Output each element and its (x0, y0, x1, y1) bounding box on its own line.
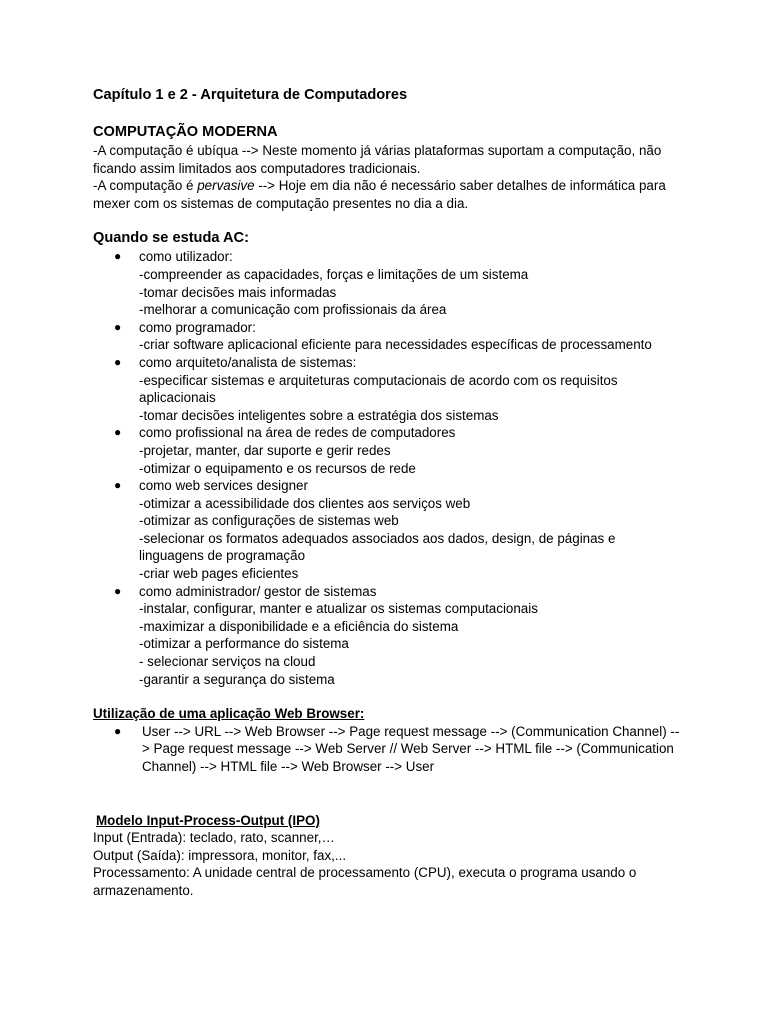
spacer (93, 212, 683, 229)
ipo-output-line: Output (Saída): impressora, monitor, fax,... (93, 847, 347, 863)
section-heading-browser: Utilização de uma aplicação Web Browser: (93, 706, 365, 722)
ac-item-label: como administrador/ gestor de sistemas (139, 583, 377, 599)
ac-item-detail: -tomar decisões inteligentes sobre a estratégia dos sistemas (139, 407, 499, 423)
list-item (93, 319, 683, 354)
ac-item-label: como web services designer (139, 478, 308, 494)
ac-item-detail: - selecionar serviços na cloud (139, 654, 316, 670)
bullet-icon: ● (114, 478, 122, 493)
spacer (93, 776, 683, 812)
ac-item-detail: -instalar, configurar, manter e atualizar os sistemas computacionais (139, 601, 538, 617)
list-item (93, 248, 683, 318)
bullet-icon: ● (114, 354, 122, 369)
ac-item-detail: -compreender as capacidades, forças e limitações de um sistema (139, 266, 529, 282)
ac-item-detail: -otimizar a acessibilidade dos clientes aos serviços web (139, 495, 471, 511)
ipo-input-line: Input (Entrada): teclado, rato, scanner,… (93, 830, 335, 846)
chapter-title: Capítulo 1 e 2 - Arquitetura de Computadores (93, 87, 408, 103)
ac-item-detail: -otimizar o equipamento e os recursos de rede (139, 460, 416, 476)
list-item (93, 424, 683, 477)
ac-item-detail: -criar software aplicacional eficiente para necessidades específicas de processamento (139, 337, 652, 353)
list-item (93, 477, 683, 583)
ac-item-detail: -projetar, manter, dar suporte e gerir redes (139, 442, 391, 458)
ipo-process-line: Processamento: A unidade central de processamento (CPU), executa o programa usando o armazenamento. (93, 865, 637, 898)
bullet-icon: ● (114, 319, 122, 334)
modern-paragraph-1: -A computação é ubíqua --> Neste momento já várias plataformas suportam a computação, não ficando assim limitados aos computadores tradicionais. (93, 143, 662, 176)
section-heading-ipo: Modelo Input-Process-Output (IPO) (96, 812, 320, 828)
ac-item-detail: -tomar decisões mais informadas (139, 284, 337, 300)
modern-p2-prefix: -A computação é (93, 178, 198, 194)
ac-item-detail: -otimizar a performance do sistema (139, 636, 349, 652)
modern-paragraph-2 (93, 177, 683, 212)
bullet-icon: ● (114, 723, 122, 738)
ac-item-label: como utilizador: (139, 249, 233, 265)
document-page (93, 86, 683, 900)
list-item (93, 723, 683, 776)
modern-p2-suffix: --> Hoje em dia não é necessário saber detalhes de informática para mexer com os sistemas de computação presentes no dia a dia. (93, 178, 666, 211)
list-item (93, 354, 683, 424)
bullet-icon: ● (114, 249, 122, 264)
bullet-icon: ● (114, 583, 122, 598)
browser-bullet-list (93, 723, 683, 776)
ac-bullet-list (93, 248, 683, 688)
ac-item-detail: -garantir a segurança do sistema (139, 671, 335, 687)
ac-item-detail: -melhorar a comunicação com profissionais da área (139, 302, 447, 318)
spacer (93, 105, 683, 123)
modern-p2-italic: pervasive (197, 178, 255, 194)
browser-flow-text: User --> URL --> Web Browser --> Page request message --> (Communication Channel) --> Page request message --> Web Server // Web Server --> HTML file --> (Communication Channel) --> HTML file --> Web Browser --> User (142, 723, 680, 774)
section-heading-modern: COMPUTAÇÃO MODERNA (93, 124, 278, 140)
spacer (93, 688, 683, 705)
section-heading-ac: Quando se estuda AC: (93, 230, 249, 247)
ac-item-label: como programador: (139, 319, 256, 335)
ac-item-detail: -maximizar a disponibilidade e a eficiência do sistema (139, 618, 459, 634)
ac-item-detail: -especificar sistemas e arquiteturas computacionais de acordo com os requisitos aplicacionais (139, 372, 618, 406)
ac-item-detail: -criar web pages eficientes (139, 566, 299, 582)
ac-item-label: como profissional na área de redes de computadores (139, 425, 456, 441)
list-item (93, 583, 683, 689)
ac-item-detail: -otimizar as configurações de sistemas web (139, 513, 399, 529)
bullet-icon: ● (114, 425, 122, 440)
ac-item-detail: -selecionar os formatos adequados associados aos dados, design, de páginas e linguagens de programação (139, 530, 616, 564)
ac-item-label: como arquiteto/analista de sistemas: (139, 354, 357, 370)
